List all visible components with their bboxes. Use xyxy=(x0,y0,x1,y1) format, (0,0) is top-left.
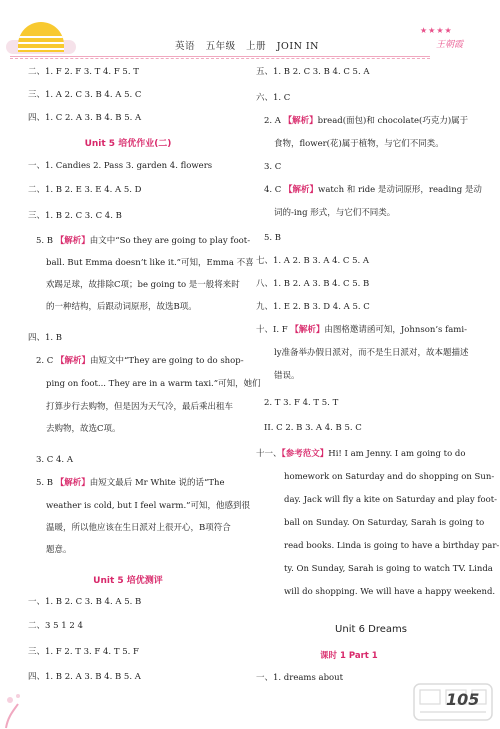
explanation-line: 4. C 【解析】watch 和 ride 是动词原形，reading 是动 xyxy=(264,185,482,195)
explanation-line: 错误。 xyxy=(274,371,300,381)
answer-line: 四、1. B xyxy=(28,333,63,343)
header-edition: JOIN IN xyxy=(276,41,319,52)
explanation-line: ping on foot... They are in a warm taxi.”可知，她们 xyxy=(46,379,261,389)
analysis-tag: 【解析】 xyxy=(284,185,319,195)
answer-line: 一、1. B 2. C 3. B 4. A 5. B xyxy=(28,597,142,607)
explanation-line: 5. B 【解析】由文中“So they are going to play foot- xyxy=(36,236,251,246)
analysis-tag: 【解析】 xyxy=(55,478,90,488)
answer-line: 三、1. F 2. T 3. F 4. T 5. F xyxy=(28,647,139,657)
explanation-line: 5. B 【解析】由短文最后 Mr White 说的话“The xyxy=(36,478,225,488)
answer-line: 四、1. C 2. A 3. B 4. B 5. A xyxy=(28,113,142,123)
answer-line: 3. C 4. A xyxy=(36,455,73,465)
essay-line: ball on Sunday. On Saturday, Sarah is going to xyxy=(284,518,485,528)
explanation-line: 2. C 【解析】由短文中“They are going to do shop- xyxy=(36,356,244,366)
essay-line: read books. Linda is going to have a birthday par- xyxy=(284,541,500,551)
essay-line: 十一、【参考范文】Hi! I am Jenny. I am going to do xyxy=(256,449,466,459)
header-rule-dashed xyxy=(10,58,430,60)
essay-line: day. Jack will fly a kite on Saturday and play foot- xyxy=(284,495,498,505)
explanation-line: weather is cold, but I feel warm.”可知，他感到很 xyxy=(46,501,251,511)
section-heading: Unit 5 培优作业(二) xyxy=(84,139,172,149)
answer-line: 二、3 5 1 2 4 xyxy=(28,621,83,631)
explanation-line: ly准备举办假日派对，而不是生日派对，故本题描述 xyxy=(274,348,469,358)
answer-line: 3. C xyxy=(264,162,282,172)
answer-line: 七、1. A 2. B 3. A 4. C 5. A xyxy=(256,256,370,266)
answer-line: 一、1. dreams about xyxy=(256,673,344,683)
explanation-line: 十、I. F 【解析】由图格邀请函可知，Johnson’s fami- xyxy=(256,325,467,335)
answer-line: 二、1. B 2. E 3. E 4. A 5. D xyxy=(28,185,142,195)
corner-decoration-icon xyxy=(0,690,40,729)
explanation-line: ball. But Emma doesn’t like it.”可知，Emma 不喜 xyxy=(46,258,254,268)
explanation-line: 的一种结构，后跟动词原形，故选B项。 xyxy=(46,302,197,312)
answer-line: 三、1. A 2. C 3. B 4. A 5. C xyxy=(28,90,142,100)
explanation-line: 词的-ing 形式，与它们不同类。 xyxy=(274,208,396,218)
explanation-line: 打算步行去购物，但是因为天气冷，最后乘出租车 xyxy=(46,402,234,412)
answer-line: 5. B xyxy=(264,233,282,243)
essay-line: ty. On Sunday, Sarah is going to watch TV. Linda xyxy=(284,564,493,574)
sample-essay-tag: 【参考范文】 xyxy=(281,449,329,459)
answer-line: 六、1. C xyxy=(256,93,291,103)
header-grade: 五年级 xyxy=(205,41,236,52)
explanation-line: 题意。 xyxy=(46,545,72,555)
section-heading: Unit 5 培优测评 xyxy=(93,576,163,586)
essay-line: homework on Saturday and do shopping on Sun- xyxy=(284,472,495,482)
answer-line: 一、1. Candies 2. Pass 3. garden 4. flowers xyxy=(28,161,213,171)
analysis-tag: 【解析】 xyxy=(56,356,91,366)
header-title xyxy=(175,38,319,52)
essay-line: will do shopping. We will have a happy weekend. xyxy=(284,587,496,597)
header-subject: 英语 xyxy=(175,41,196,52)
lesson-subheading: 课时 1 Part 1 xyxy=(320,651,378,661)
answer-line: 四、1. B 2. A 3. B 4. B 5. A xyxy=(28,672,141,682)
answer-line: 五、1. B 2. C 3. B 4. C 5. A xyxy=(256,67,370,77)
page-header xyxy=(0,0,500,62)
explanation-line: 食物，flower(花)属于植物，与它们不同类。 xyxy=(274,139,444,149)
explanation-line: 去购物，故选C项。 xyxy=(46,424,121,434)
answer-line: 九、1. E 2. B 3. D 4. A 5. C xyxy=(256,302,370,312)
answer-line: 三、1. B 2. C 3. C 4. B xyxy=(28,211,122,221)
unit-heading: Unit 6 Dreams xyxy=(335,624,407,635)
answer-line: 2. T 3. F 4. T 5. T xyxy=(264,398,339,408)
answer-line: II. C 2. B 3. A 4. B 5. C xyxy=(264,423,362,433)
answer-line: 八、1. B 2. A 3. B 4. C 5. B xyxy=(256,279,370,289)
explanation-line: 欢踢足球，故排除C项；be going to 是一般将来时 xyxy=(46,280,240,290)
brand-logo: 王朝霞 xyxy=(436,40,464,50)
analysis-tag: 【解析】 xyxy=(283,116,318,126)
header-rule xyxy=(10,56,430,57)
analysis-tag: 【解析】 xyxy=(290,325,325,335)
explanation-line: 温暖，所以他应该在生日派对上很开心，B项符合 xyxy=(46,523,231,533)
explanation-line: 2. A 【解析】bread(面包)和 chocolate(巧克力)属于 xyxy=(264,116,469,126)
sun-logo-icon xyxy=(18,22,64,52)
header-term: 上册 xyxy=(246,41,267,52)
brand-stars: ★★★★ xyxy=(420,26,453,35)
page-number: 105 xyxy=(446,690,480,709)
answer-line: 二、1. F 2. F 3. T 4. F 5. T xyxy=(28,67,139,77)
analysis-tag: 【解析】 xyxy=(55,236,90,246)
